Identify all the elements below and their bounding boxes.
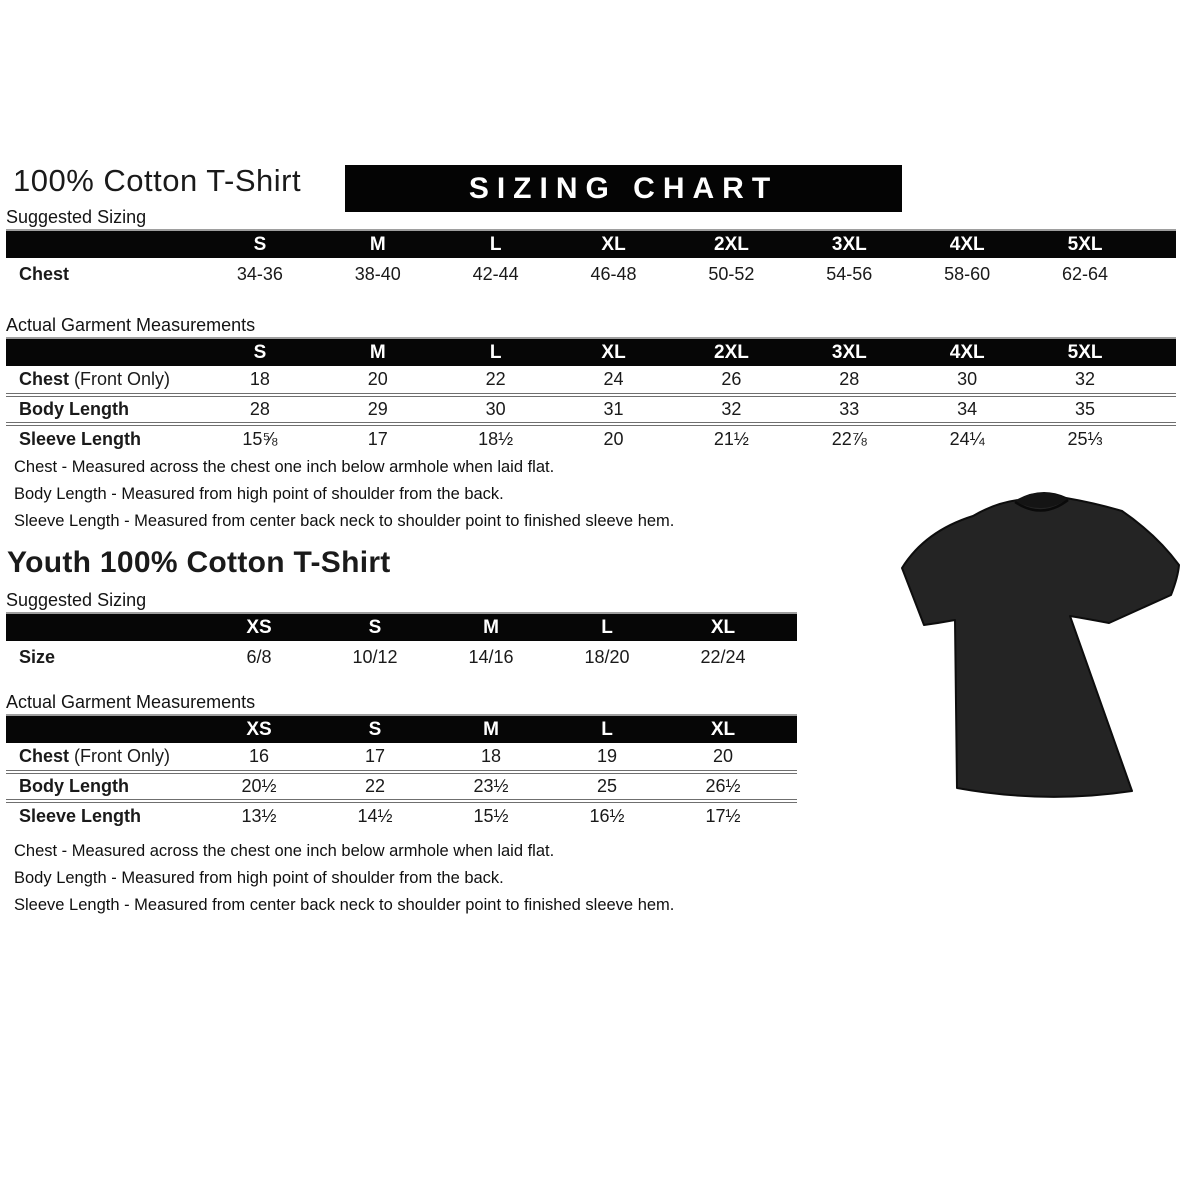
measurement-value: 19: [596, 746, 618, 766]
measurement-value: 30: [485, 399, 506, 419]
measurement-value: 13½: [241, 806, 277, 826]
youth-section-title: Youth 100% Cotton T-Shirt: [7, 546, 391, 579]
measurement-value: 18½: [478, 429, 514, 449]
size-column-header: 2XL: [673, 230, 791, 258]
measurement-value: 22: [364, 776, 386, 796]
measurement-value: 20: [712, 746, 734, 766]
size-column-header: XL: [555, 230, 673, 258]
measurement-value: 20: [367, 369, 388, 389]
size-column-header: L: [437, 230, 555, 258]
row-spacer-cell: [781, 641, 797, 674]
header-spacer-cell: [6, 230, 201, 258]
youth-suggested-sizing-label: Suggested Sizing: [6, 590, 147, 610]
measurement-value: 14½: [357, 806, 393, 826]
note-body-length: Body Length - Measured from high point of shoulder from the back.: [14, 485, 504, 503]
size-column-header: 5XL: [1026, 338, 1144, 366]
size-column-header: XL: [555, 338, 673, 366]
black-tshirt-image: [895, 473, 1190, 818]
adult-actual-measurements-table: [6, 337, 1176, 453]
size-column-header: 3XL: [790, 230, 908, 258]
youth-actual-measurements-table: [6, 714, 797, 830]
measurement-value: 25⅓: [1067, 429, 1103, 449]
header-spacer-cell: [6, 613, 201, 641]
row-spacer-cell: [781, 772, 797, 801]
row-label: Chest (Front Only): [19, 746, 171, 766]
measurement-value: 58-60: [944, 264, 991, 284]
youth-suggested-sizing-table: [6, 612, 797, 674]
note-chest: Chest - Measured across the chest one inch below armhole when laid flat.: [14, 458, 555, 476]
measurement-value: 38-40: [354, 264, 401, 284]
measurement-value: 62-64: [1062, 264, 1109, 284]
size-column-header: L: [437, 338, 555, 366]
adult-suggested-sizing-section: [6, 207, 1176, 291]
row-label: Chest (Front Only): [19, 369, 171, 389]
youth-measurement-notes: [14, 842, 674, 923]
measurement-value: 22: [485, 369, 506, 389]
size-column-header: S: [317, 613, 433, 641]
measurement-value: 50-52: [708, 264, 755, 284]
measurement-value: 28: [249, 399, 270, 419]
suggested-sizing-label: Suggested Sizing: [6, 207, 147, 227]
row-label: Body Length: [19, 776, 129, 796]
measurement-value: 42-44: [472, 264, 519, 284]
measurement-value: 18/20: [584, 647, 630, 667]
measurement-value: 20: [603, 429, 624, 449]
size-header-row: [6, 230, 1176, 258]
row-label: Sleeve Length: [19, 429, 142, 449]
measurement-row: [6, 258, 1176, 291]
note-sleeve-length: Sleeve Length - Measured from center back neck to shoulder point to finished sleeve hem.: [14, 512, 675, 530]
size-column-header: M: [433, 715, 549, 743]
adult-suggested-sizing-table: [6, 229, 1176, 291]
size-column-header: S: [201, 338, 319, 366]
measurement-value: 18: [249, 369, 270, 389]
size-header-row: [6, 715, 797, 743]
header-spacer-cell: [1144, 230, 1176, 258]
measurement-value: 20½: [241, 776, 277, 796]
actual-garment-measurements-label: Actual Garment Measurements: [6, 315, 256, 335]
adult-actual-measurements-section: [6, 315, 1176, 453]
size-column-header: L: [549, 715, 665, 743]
measurement-row: [6, 424, 1176, 453]
measurement-value: 17: [364, 746, 386, 766]
row-label: Body Length: [19, 399, 129, 419]
measurement-value: 15⅝: [242, 429, 278, 449]
size-column-header: XL: [665, 715, 781, 743]
row-spacer-cell: [781, 743, 797, 772]
size-column-header: S: [201, 230, 319, 258]
measurement-value: 14/16: [468, 647, 514, 667]
measurement-value: 22/24: [700, 647, 746, 667]
header-spacer-cell: [1144, 338, 1176, 366]
measurement-value: 35: [1075, 399, 1096, 419]
measurement-value: 46-48: [590, 264, 637, 284]
measurement-value: 17: [367, 429, 388, 449]
measurement-value: 17½: [705, 806, 741, 826]
size-column-header: L: [549, 613, 665, 641]
size-column-header: 4XL: [908, 338, 1026, 366]
measurement-value: 26: [721, 369, 742, 389]
measurement-row: [6, 743, 797, 772]
adult-section-title: 100% Cotton T-Shirt: [13, 163, 302, 198]
measurement-row: [6, 772, 797, 801]
size-column-header: 3XL: [790, 338, 908, 366]
header-spacer-cell: [6, 338, 201, 366]
size-column-header: S: [317, 715, 433, 743]
youth-actual-garment-measurements-label: Actual Garment Measurements: [6, 692, 256, 712]
measurement-value: 32: [1075, 369, 1096, 389]
size-column-header: XL: [665, 613, 781, 641]
measurement-value: 18: [480, 746, 502, 766]
measurement-value: 24¼: [949, 429, 985, 449]
measurement-value: 25: [596, 776, 618, 796]
measurement-value: 23½: [473, 776, 509, 796]
row-spacer-cell: [1144, 424, 1176, 453]
measurement-value: 33: [839, 399, 860, 419]
measurement-value: 34-36: [236, 264, 283, 284]
row-label: Chest: [19, 264, 70, 284]
measurement-value: 6/8: [246, 647, 272, 667]
measurement-value: 16½: [589, 806, 625, 826]
header-spacer-cell: [781, 715, 797, 743]
measurement-value: 16: [248, 746, 270, 766]
measurement-value: 22⅞: [831, 429, 867, 449]
measurement-value: 29: [367, 399, 388, 419]
measurement-value: 30: [957, 369, 978, 389]
size-column-header: M: [433, 613, 549, 641]
measurement-value: 54-56: [826, 264, 873, 284]
header-spacer-cell: [781, 613, 797, 641]
measurement-value: 15½: [473, 806, 509, 826]
size-column-header: 2XL: [673, 338, 791, 366]
row-spacer-cell: [1144, 366, 1176, 395]
row-spacer-cell: [781, 801, 797, 830]
adult-measurement-notes: [14, 458, 674, 539]
size-column-header: M: [319, 338, 437, 366]
measurement-value: 26½: [705, 776, 741, 796]
row-spacer-cell: [1144, 395, 1176, 424]
size-column-header: 4XL: [908, 230, 1026, 258]
note-chest: Chest - Measured across the chest one inch below armhole when laid flat.: [14, 842, 555, 860]
measurement-value: 28: [839, 369, 860, 389]
row-label: Size: [19, 647, 56, 667]
measurement-value: 21½: [713, 429, 749, 449]
size-column-header: XS: [201, 613, 317, 641]
note-sleeve-length: Sleeve Length - Measured from center back neck to shoulder point to finished sleeve hem.: [14, 896, 675, 914]
tshirt-body-shape: [902, 493, 1179, 797]
measurement-row: [6, 395, 1176, 424]
size-column-header: M: [319, 230, 437, 258]
measurement-value: 31: [603, 399, 624, 419]
size-column-header: XS: [201, 715, 317, 743]
measurement-row: [6, 366, 1176, 395]
measurement-value: 10/12: [352, 647, 398, 667]
youth-actual-measurements-section: [6, 692, 797, 830]
measurement-value: 34: [957, 399, 978, 419]
sizing-chart-banner: SIZING CHART: [345, 165, 902, 212]
size-header-row: [6, 338, 1176, 366]
measurement-row: [6, 641, 797, 674]
row-spacer-cell: [1144, 258, 1176, 291]
youth-suggested-sizing-section: [6, 590, 797, 674]
measurement-value: 24: [603, 369, 624, 389]
measurement-row: [6, 801, 797, 830]
size-column-header: 5XL: [1026, 230, 1144, 258]
row-label: Sleeve Length: [19, 806, 142, 826]
note-body-length: Body Length - Measured from high point of shoulder from the back.: [14, 869, 504, 887]
measurement-value: 32: [721, 399, 742, 419]
header-spacer-cell: [6, 715, 201, 743]
size-header-row: [6, 613, 797, 641]
